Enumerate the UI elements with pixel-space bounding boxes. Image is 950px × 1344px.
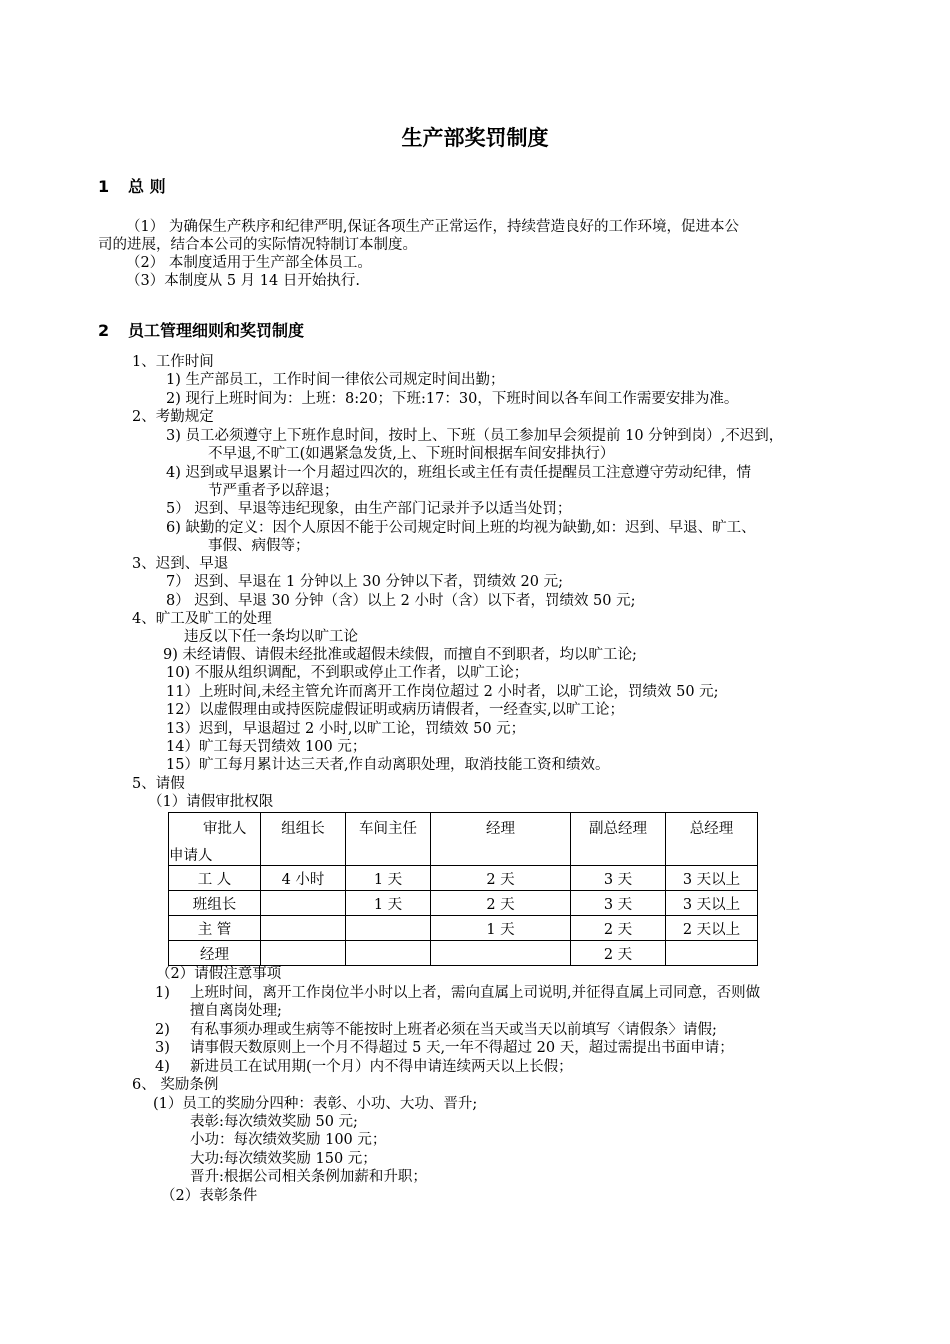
section-number: 1 [98,177,110,196]
table-cell: 4 小时 [261,866,346,891]
subsection-heading: （2）请假注意事项 [156,966,282,982]
table-cell [261,916,346,941]
table-cell: 1 天 [346,891,431,916]
subsection-heading: 4、旷工及旷工的处理 [132,611,272,627]
subsection-heading: 1、工作时间 [132,354,214,370]
table-header-row [169,813,758,866]
column-header: 副总经理 [571,813,666,866]
table-cell: 2 天 [431,866,571,891]
row-label: 班组长 [169,891,261,916]
row-label: 工 人 [169,866,261,891]
list-item: 9) 未经请假、请假未经批准或超假未续假，而擅自不到职者，均以旷工论; [163,647,637,663]
paragraph-line: （1） 为确保生产秩序和纪律严明,保证各项生产正常运作，持续营造良好的工作环境，促进本公 [126,219,739,235]
table-cell: 3 天以上 [666,891,758,916]
section-2-heading [98,318,304,341]
subsection-heading: （2）表彰条件 [161,1188,258,1204]
table-row [169,941,758,966]
list-item: 大功:每次绩效奖励 150 元； [190,1151,377,1167]
table-cell: 2 天以上 [666,916,758,941]
page-title: 生产部奖罚制度 [401,126,549,150]
list-item: 8） 迟到、早退 30 分钟（含）以上 2 小时（含）以下者，罚绩效 50 元; [166,593,636,609]
list-item: 14）旷工每天罚绩效 100 元； [166,739,367,755]
list-item-continuation: 擅自离岗处理; [190,1003,282,1019]
subsection-heading: 2、考勤规定 [132,409,214,425]
section-1-heading [98,174,166,197]
list-item: 表彰:每次绩效奖励 50 元; [190,1114,358,1130]
table-cell: 3 天以上 [666,866,758,891]
list-item-continuation: 事假、病假等； [208,538,310,554]
column-header: 总经理 [666,813,758,866]
paragraph-line: （1）请假审批权限 [148,794,274,810]
section-title: 员工管理细则和奖罚制度 [128,321,305,340]
paragraph-line: （2） 本制度适用于生产部全体员工。 [126,255,372,271]
list-item-continuation: 节严重者予以辞退； [208,483,339,499]
section-title: 总 则 [128,177,166,196]
list-item: 15）旷工每月累计达三天者,作自动离职处理，取消技能工资和绩效。 [166,757,610,773]
list-item: 11）上班时间,未经主管允许而离开工作岗位超过 2 小时者，以旷工论，罚绩效 50 元; [166,684,719,700]
table-row [169,866,758,891]
list-item: 请事假天数原则上一个月不得超过 5 天,一年不得超过 20 天，超过需提出书面申请； [190,1040,734,1056]
table-cell [346,916,431,941]
column-header: 车间主任 [346,813,431,866]
list-number: 1) [155,985,170,1001]
paragraph-line: 违反以下任一条均以旷工论 [184,629,358,645]
table-row [169,891,758,916]
table-cell [261,941,346,966]
row-label: 经理 [169,941,261,966]
list-item: 13）迟到，早退超过 2 小时,以旷工论，罚绩效 50 元； [166,721,526,737]
list-item: 10) 不服从组织调配，不到职或停止工作者，以旷工论； [166,665,529,681]
list-item: 小功：每次绩效奖励 100 元； [190,1132,387,1148]
list-item: 有私事须办理或生病等不能按时上班者必须在当天或当天以前填写〈请假条〉请假; [190,1022,717,1038]
leave-approval-table [168,812,758,966]
table-cell: 3 天 [571,891,666,916]
table-cell [261,891,346,916]
list-item: 4) 迟到或早退累计一个月超过四次的，班组长或主任有责任提醒员工注意遵守劳动纪律，情 [166,465,751,481]
subsection-heading: 5、请假 [132,776,185,792]
list-item: 3) 员工必须遵守上下班作息时间，按时上、下班（员工参加早会须提前 10 分钟到岗）,不迟到， [166,428,784,444]
list-item: 新进员工在试用期(一个月）内不得申请连续两天以上长假； [190,1059,573,1075]
column-header: 经理 [431,813,571,866]
header-approver-label: 审批人 [203,821,247,837]
list-item: 7） 迟到、早退在 1 分钟以上 30 分钟以下者，罚绩效 20 元; [166,574,563,590]
paragraph-line: (1）员工的奖励分四种：表彰、小功、大功、晋升; [153,1096,478,1112]
list-number: 3) [155,1040,170,1056]
list-item: 上班时间，离开工作岗位半小时以上者，需向直属上司说明,并征得直属上司同意，否则做 [190,985,761,1001]
paragraph-line: 司的进展，结合本公司的实际情况特制订本制度。 [98,237,417,253]
list-item: 12）以虚假理由或持医院虚假证明或病历请假者，一经查实,以旷工论； [166,702,625,718]
subsection-heading: 6、 奖励条例 [132,1077,219,1093]
list-item: 6) 缺勤的定义：因个人原因不能于公司规定时间上班的均视为缺勤,如：迟到、早退、旷工、 [166,520,756,536]
table-cell [431,941,571,966]
table-row [169,916,758,941]
column-header: 组组长 [261,813,346,866]
paragraph-line: （3）本制度从 5 月 14 日开始执行. [126,273,360,289]
table-cell: 2 天 [571,941,666,966]
list-item-continuation: 不早退,不旷工(如遇紧急发货,上、下班时间根据车间安排执行） [208,446,615,462]
section-number: 2 [98,321,110,340]
table-cell: 1 天 [431,916,571,941]
header-applicant-label: 申请人 [169,848,213,864]
table-cell [666,941,758,966]
table-cell: 3 天 [571,866,666,891]
table-cell [346,941,431,966]
row-label: 主 管 [169,916,261,941]
table-cell: 2 天 [571,916,666,941]
header-corner-cell [169,813,261,866]
list-item: 1) 生产部员工，工作时间一律依公司规定时间出勤； [166,372,505,388]
list-number: 4) [155,1059,170,1075]
subsection-heading: 3、迟到、早退 [132,556,229,572]
list-number: 2) [155,1022,170,1038]
list-item: 晋升:根据公司相关条例加薪和升职； [190,1169,427,1185]
table-cell: 1 天 [346,866,431,891]
table-cell: 2 天 [431,891,571,916]
list-item: 5） 迟到、早退等违纪现象，由生产部门记录并予以适当处罚； [166,501,572,517]
list-item: 2) 现行上班时间为：上班：8:20；下班:17：30，下班时间以各车间工作需要安排为准。 [166,391,739,407]
